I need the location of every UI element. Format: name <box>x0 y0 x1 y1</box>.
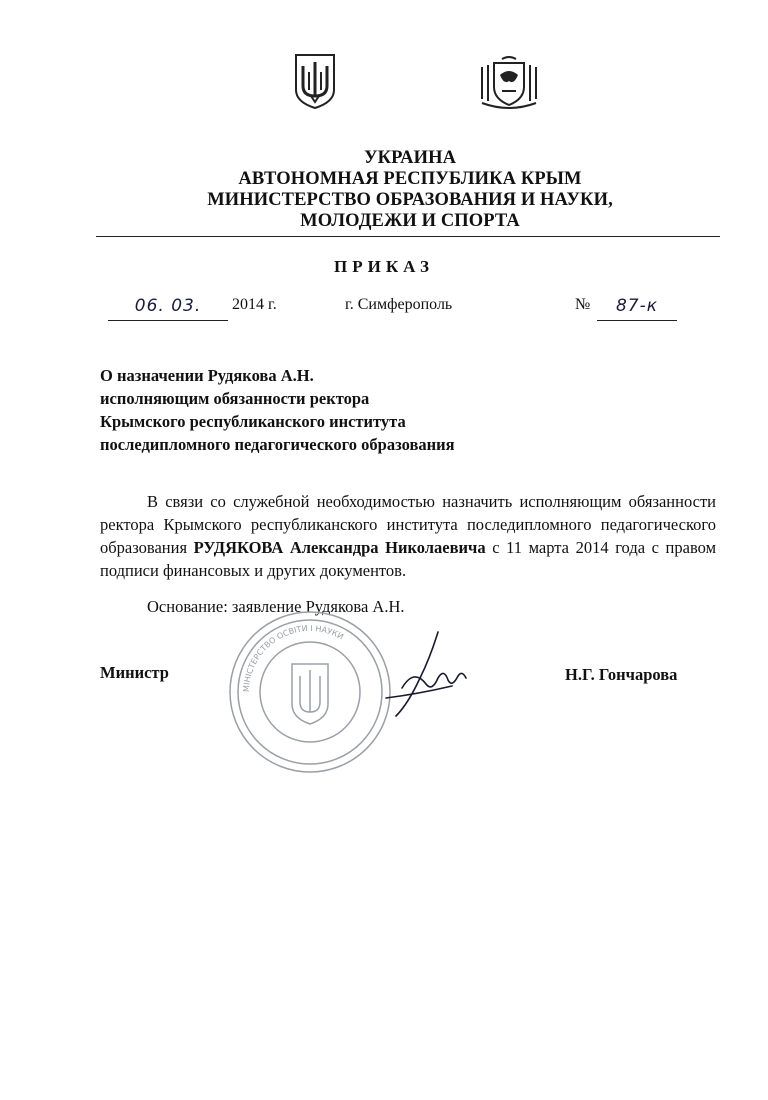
subject-line: исполняющим обязанности ректора <box>100 389 370 408</box>
order-number-label: № <box>575 296 591 313</box>
subject-line: последипломного педагогического образования <box>100 435 455 454</box>
ukraine-coat-of-arms-icon <box>293 52 337 110</box>
ministry-header <box>100 148 720 232</box>
order-subject <box>100 364 455 456</box>
seal-text: МІНІСТЕРСТВО ОСВІТИ І НАУКИ <box>241 623 346 693</box>
order-city: г. Симферополь <box>345 296 453 313</box>
handwritten-signature <box>378 628 478 720</box>
order-date: 06. 03. <box>108 296 228 321</box>
appointee-name: РУДЯКОВА Александра Николаевича <box>193 538 486 557</box>
subject-line: Крымского республиканского института <box>100 412 406 431</box>
order-paragraph <box>100 490 716 582</box>
signatory-position: Министр <box>100 663 169 682</box>
header-divider <box>96 236 720 237</box>
body-text-start: В связи со служебной необходимостью назначить исполняющим обязанности ректора Крымского республиканского института последипломного педагогического образования <box>100 492 716 557</box>
header-line-republic: АВТОНОМНАЯ РЕСПУБЛИКА КРЫМ <box>238 169 582 189</box>
order-year: 2014 г. <box>232 296 277 313</box>
order-number: 87-к <box>597 296 677 321</box>
signatory-name: Н.Г. Гончарова <box>565 665 678 684</box>
svg-text:МІНІСТЕРСТВО ОСВІТИ І НАУКИ <box>242 624 345 692</box>
order-basis: Основание: заявление Рудякова А.Н. <box>147 597 405 616</box>
header-line-ministry: МИНИСТЕРСТВО ОБРАЗОВАНИЯ И НАУКИ, <box>207 190 613 210</box>
document-title: ПРИКАЗ <box>334 257 434 276</box>
official-seal-icon <box>226 608 394 776</box>
header-line-country: УКРАИНА <box>363 148 457 168</box>
body-text-end: с 11 марта 2014 года с правом подписи финансовых и других документов. <box>100 538 717 580</box>
header-line-ministry-cont: МОЛОДЕЖИ И СПОРТА <box>300 211 520 231</box>
order-body <box>100 490 716 582</box>
crimea-coat-of-arms-icon <box>478 55 540 111</box>
subject-line: О назначении Рудякова А.Н. <box>100 366 314 385</box>
